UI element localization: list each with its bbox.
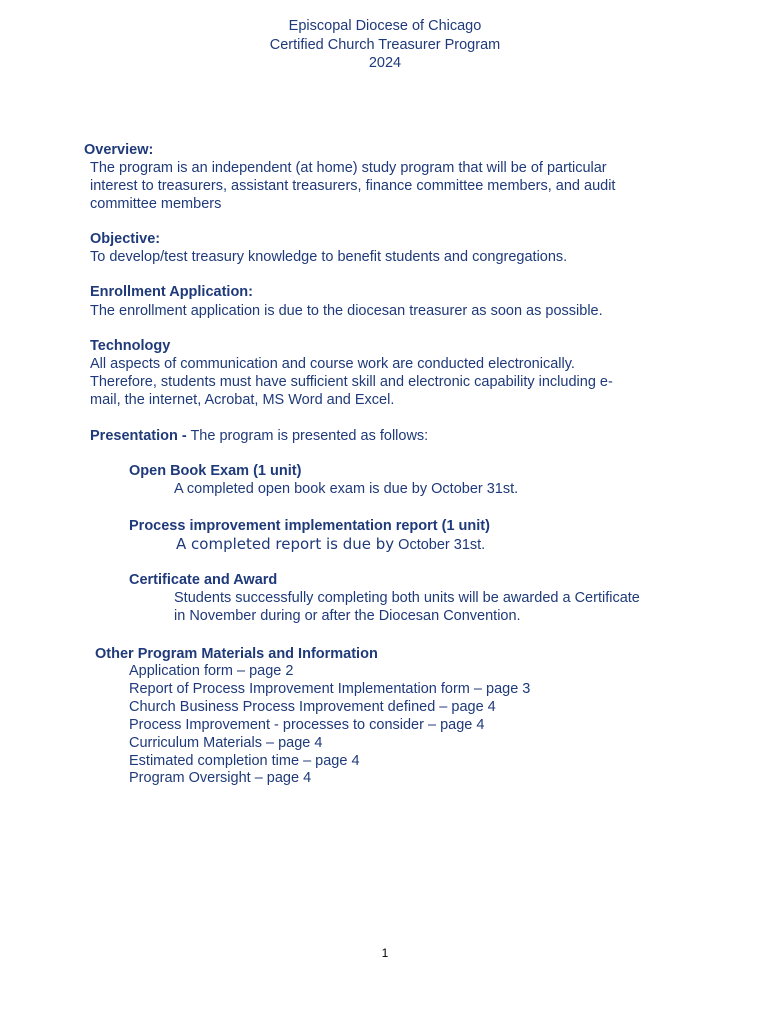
list-item: Program Oversight – page 4 (129, 770, 312, 786)
technology-heading: Technology (90, 338, 171, 354)
report-text-a: A completed report is due by (176, 535, 395, 553)
list-item: Curriculum Materials – page 4 (129, 735, 323, 751)
other-heading: Other Program Materials and Information (95, 646, 378, 662)
header-program: Certified Church Treasurer Program (269, 37, 501, 53)
presentation-line (90, 427, 428, 445)
report-heading: Process improvement implementation report (1 unit) (129, 518, 490, 534)
list-item: Estimated completion time – page 4 (129, 753, 360, 769)
enrollment-text: The enrollment application is due to the diocesan treasurer as soon as possible. (90, 303, 603, 319)
presentation-text: The program is presented as follows: (186, 428, 429, 444)
certificate-line: Students successfully completing both units will be awarded a Certificate (174, 590, 640, 606)
exam-text: A completed open book exam is due by October 31st. (174, 481, 519, 497)
report-text-b: October 31st. (394, 537, 486, 553)
list-item: Church Business Process Improvement defined – page 4 (129, 699, 496, 715)
list-item: Process Improvement - processes to consider – page 4 (129, 717, 485, 733)
page-number: 1 (381, 946, 389, 960)
list-item: Application form – page 2 (129, 663, 294, 679)
technology-line: All aspects of communication and course work are conducted electronically. (90, 356, 575, 372)
header-year: 2024 (368, 55, 402, 71)
list-item: Report of Process Improvement Implementation form – page 3 (129, 681, 531, 697)
technology-line: Therefore, students must have sufficient skill and electronic capability including e- (90, 374, 613, 390)
exam-heading: Open Book Exam (1 unit) (129, 463, 302, 479)
enrollment-heading: Enrollment Application: (90, 284, 253, 300)
objective-text: To develop/test treasury knowledge to benefit students and congregations. (90, 249, 568, 265)
overview-heading: Overview: (84, 142, 154, 158)
header-org: Episcopal Diocese of Chicago (288, 18, 482, 34)
overview-line: committee members (90, 196, 222, 212)
report-line (176, 535, 485, 554)
objective-heading: Objective: (90, 231, 161, 247)
overview-line: The program is an independent (at home) study program that will be of particular (90, 160, 607, 176)
technology-line: mail, the internet, Acrobat, MS Word and Excel. (90, 392, 395, 408)
certificate-line: in November during or after the Diocesan Convention. (174, 608, 521, 624)
certificate-heading: Certificate and Award (129, 572, 278, 588)
overview-line: interest to treasurers, assistant treasurers, finance committee members, and audit (90, 178, 616, 194)
presentation-heading: Presentation - (90, 428, 187, 444)
